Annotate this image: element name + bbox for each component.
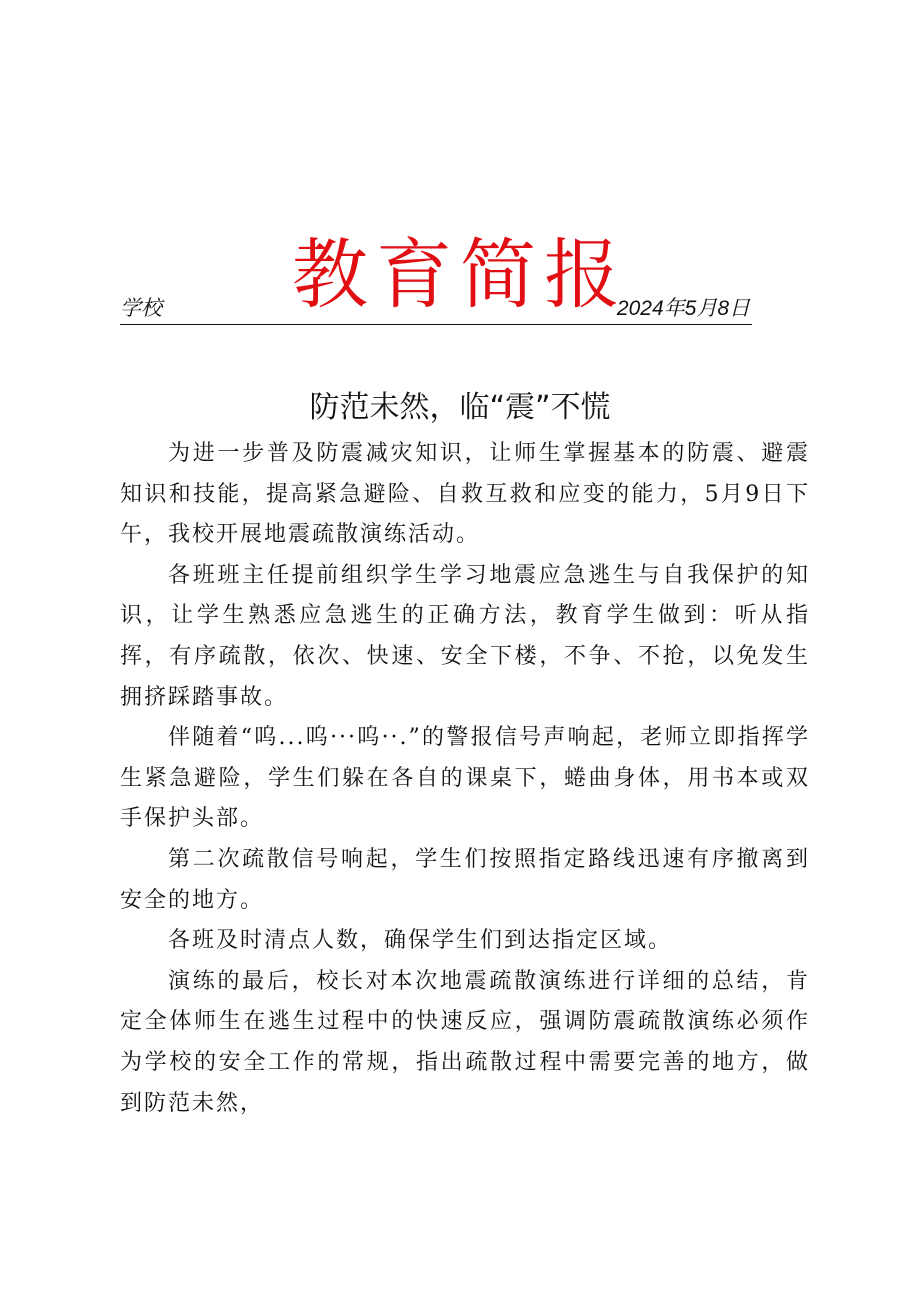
paragraph: 各班及时清点人数，确保学生们到达指定区域。 bbox=[168, 928, 673, 954]
issue-date: 2024年5月8日 bbox=[616, 297, 750, 320]
article-title: 防范未然，临“震”不慌 bbox=[309, 389, 611, 425]
masthead-title: 教育简报 bbox=[292, 229, 628, 319]
school-label: 学校 bbox=[120, 297, 162, 320]
paragraph: 为进一步普及防震减灾知识，让师生掌握基本的防震、避震知识和技能，提高紧急避险、自救互救和应变的能力，5月9日下午，我校开展地震疏散演练活动。 bbox=[120, 441, 810, 548]
paragraph: 各班班主任提前组织学生学习地震应急逃生与自我保护的知识，让学生熟悉应急逃生的正确方法，教育学生做到：听从指挥，有序疏散，依次、快速、安全下楼，不争、不抢，以免发生拥挤踩踏事故。 bbox=[120, 562, 810, 710]
article-body bbox=[120, 434, 810, 1124]
paragraph: 伴随着“呜...呜···呜··.”的警报信号声响起，老师立即指挥学生紧急避险，学生们躲在各自的课桌下，蜷曲身体，用书本或双手保护头部。 bbox=[120, 725, 810, 832]
paragraph: 第二次疏散信号响起，学生们按照指定路线迅速有序撤离到安全的地方。 bbox=[120, 846, 810, 913]
meta-row bbox=[120, 294, 752, 325]
paragraph: 演练的最后，校长对本次地震疏散演练进行详细的总结，肯定全体师生在逃生过程中的快速反应，强调防震疏散演练必须作为学校的安全工作的常规，指出疏散过程中需要完善的地方，做到防范未然， bbox=[120, 968, 810, 1116]
